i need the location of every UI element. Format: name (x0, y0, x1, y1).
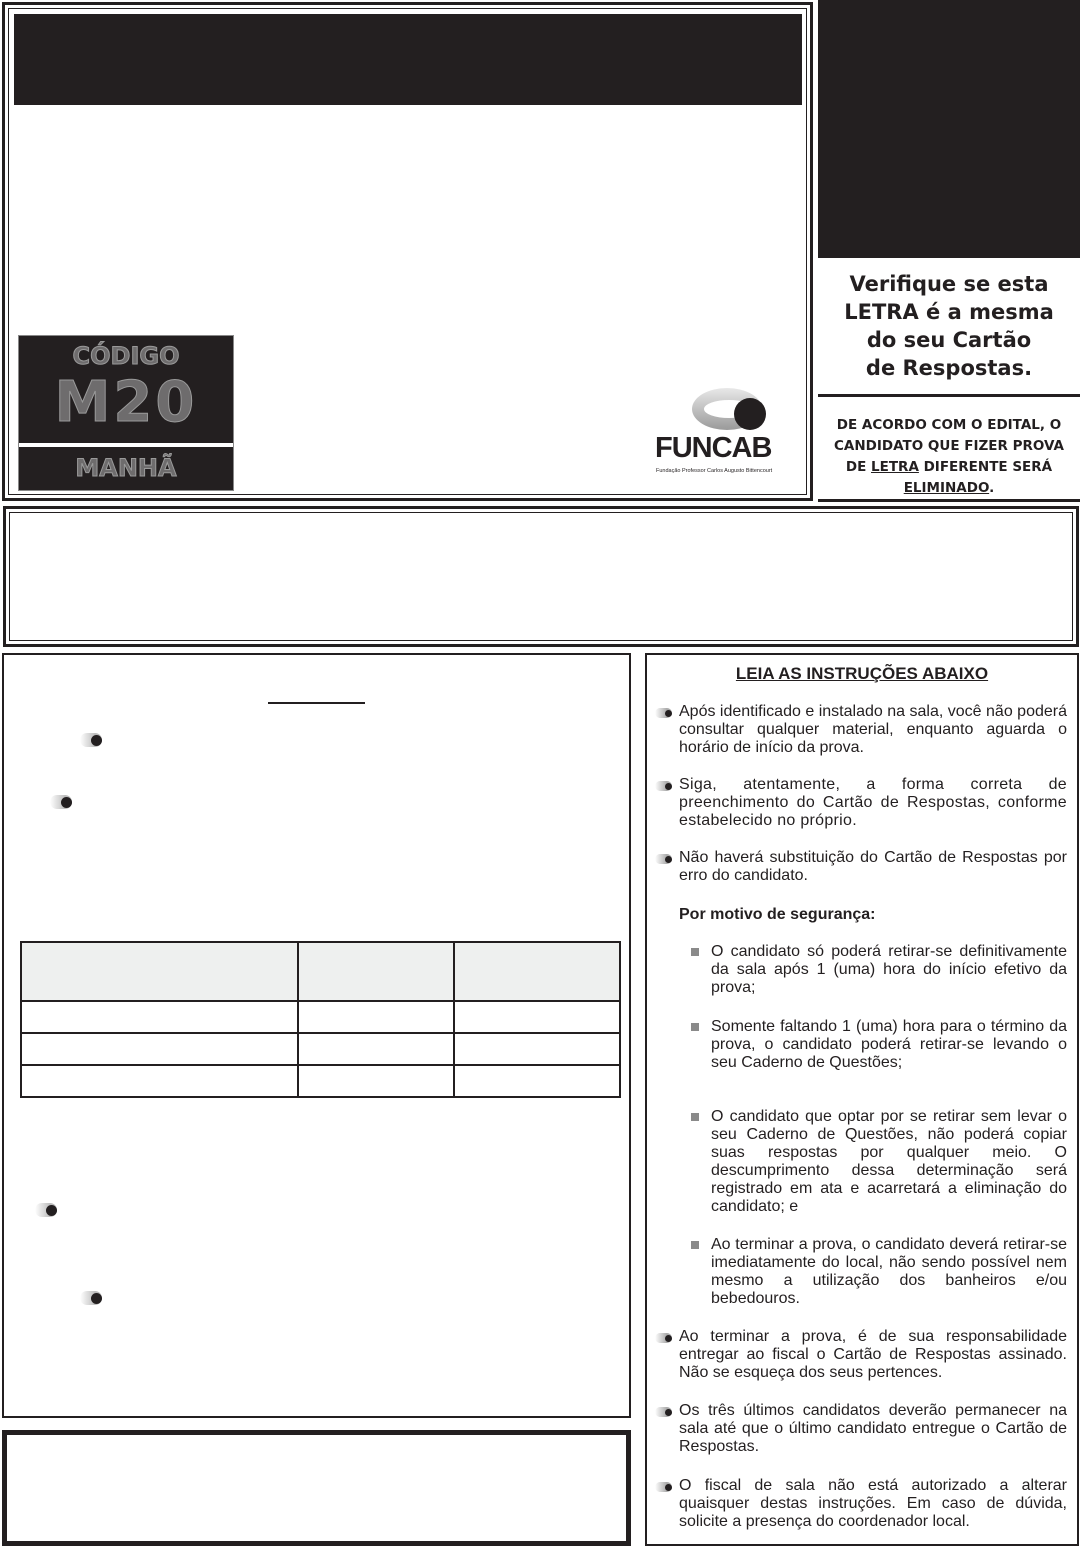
bullet-icon (655, 854, 672, 864)
table-cell (298, 1001, 454, 1033)
security-item: Ao terminar a prova, o candidato deverá retirar-se imediatamente do local, não sendo possível nem mesmo a utilização dos banheiros e/ou bebedouros. (711, 1236, 1067, 1307)
warning-text: DE ACORDO COM O EDITAL, O CANDIDATO QUE FIZER PROVA DE (834, 417, 1064, 475)
table-header-row (21, 942, 620, 1001)
square-bullet-icon (691, 1241, 699, 1249)
table-cell (21, 1033, 298, 1065)
shift-label: MANHÃ (75, 454, 177, 482)
instructions-title: LEIA AS INSTRUÇÕES ABAIXO (735, 664, 989, 683)
verify-line: LETRA é a mesma (844, 300, 1054, 324)
code-value: M20 (54, 370, 198, 435)
table-cell (298, 942, 454, 1001)
verify-line: do seu Cartão (866, 328, 1032, 352)
table-cell (454, 1001, 620, 1033)
table-row (21, 1065, 620, 1097)
code-label: CÓDIGO (72, 342, 180, 370)
table-cell (21, 1001, 298, 1033)
code-divider (19, 443, 233, 447)
header-bar (14, 14, 802, 105)
instruction-item: Não haverá substituição do Cartão de Respostas por erro do candidato. (679, 849, 1067, 884)
score-table (20, 941, 621, 1098)
table-cell (454, 1033, 620, 1065)
logo-subtitle: Fundação Professor Carlos Augusto Bittencourt (656, 468, 773, 474)
square-bullet-icon (691, 1113, 699, 1121)
warning-text: . (989, 480, 995, 496)
logo-dot (734, 398, 766, 430)
security-heading: Por motivo de segurança: (679, 906, 876, 923)
logo-name: FUNCAB (655, 432, 772, 464)
bullet-icon (35, 1203, 57, 1217)
security-item: O candidato só poderá retirar-se definitivamente da sala após 1 (uma) hora do início efetivo da prova; (711, 943, 1067, 996)
bullet-icon (80, 733, 102, 747)
letter-box (818, 0, 1080, 258)
instruction-item: Os três últimos candidatos deverão permanecer na sala até que o último candidato entregue o Cartão de Respostas. (679, 1402, 1067, 1455)
candidate-box (3, 506, 1079, 647)
signature-box (2, 1430, 631, 1546)
table-cell (21, 942, 298, 1001)
table-cell (454, 942, 620, 1001)
verify-line: de Respostas. (865, 356, 1033, 380)
square-bullet-icon (691, 1023, 699, 1031)
code-box (18, 335, 234, 491)
bullet-icon (655, 1407, 672, 1417)
instruction-item: Ao terminar a prova, é de sua responsabilidade entregar ao fiscal o Cartão de Respostas assinado. Não se esqueça dos seus pertences. (679, 1328, 1067, 1381)
blank-underline (268, 702, 365, 704)
security-item: O candidato que optar por se retirar sem levar o seu Caderno de Questões, não poderá copiar suas respostas por qualquer meio. O descumprimento dessa determinação será registrado em ata e acarretará a eliminação do candidato; e (711, 1108, 1067, 1215)
instruction-item: Após identificado e instalado na sala, você não poderá consultar qualquer material, enquanto aguarda o horário de início da prova. (679, 703, 1067, 756)
bullet-icon (80, 1291, 102, 1305)
verify-line: Verifique se esta (849, 272, 1049, 296)
table-cell (298, 1033, 454, 1065)
security-item: Somente faltando 1 (uma) hora para o término da prova, o candidato poderá retirar-se levando o seu Caderno de Questões; (711, 1018, 1067, 1071)
panel-bottom-bar (818, 499, 1080, 502)
table-cell (298, 1065, 454, 1097)
bullet-icon (50, 795, 72, 809)
edital-warning (818, 415, 1080, 499)
funcab-logo (652, 388, 782, 480)
warning-eliminated: ELIMINADO (903, 480, 990, 496)
bullet-icon (655, 708, 672, 718)
bullet-icon (655, 1333, 672, 1343)
instruction-item: Siga, atentamente, a forma correta de preenchimento do Cartão de Respostas, conforme estabelecido no próprio. (679, 776, 1067, 829)
table-cell (454, 1065, 620, 1097)
square-bullet-icon (691, 948, 699, 956)
table-row (21, 1001, 620, 1033)
verify-letter-notice (818, 270, 1080, 382)
panel-divider (818, 394, 1080, 397)
warning-text: DIFERENTE SERÁ (918, 459, 1053, 475)
table-cell (21, 1065, 298, 1097)
bullet-icon (655, 781, 672, 791)
instruction-item: O fiscal de sala não está autorizado a alterar quaisquer destas instruções. Em caso de dúvida, solicite a presença do coordenador local. (679, 1477, 1067, 1530)
warning-letter: LETRA (871, 459, 919, 475)
bullet-icon (655, 1482, 672, 1492)
table-row (21, 1033, 620, 1065)
